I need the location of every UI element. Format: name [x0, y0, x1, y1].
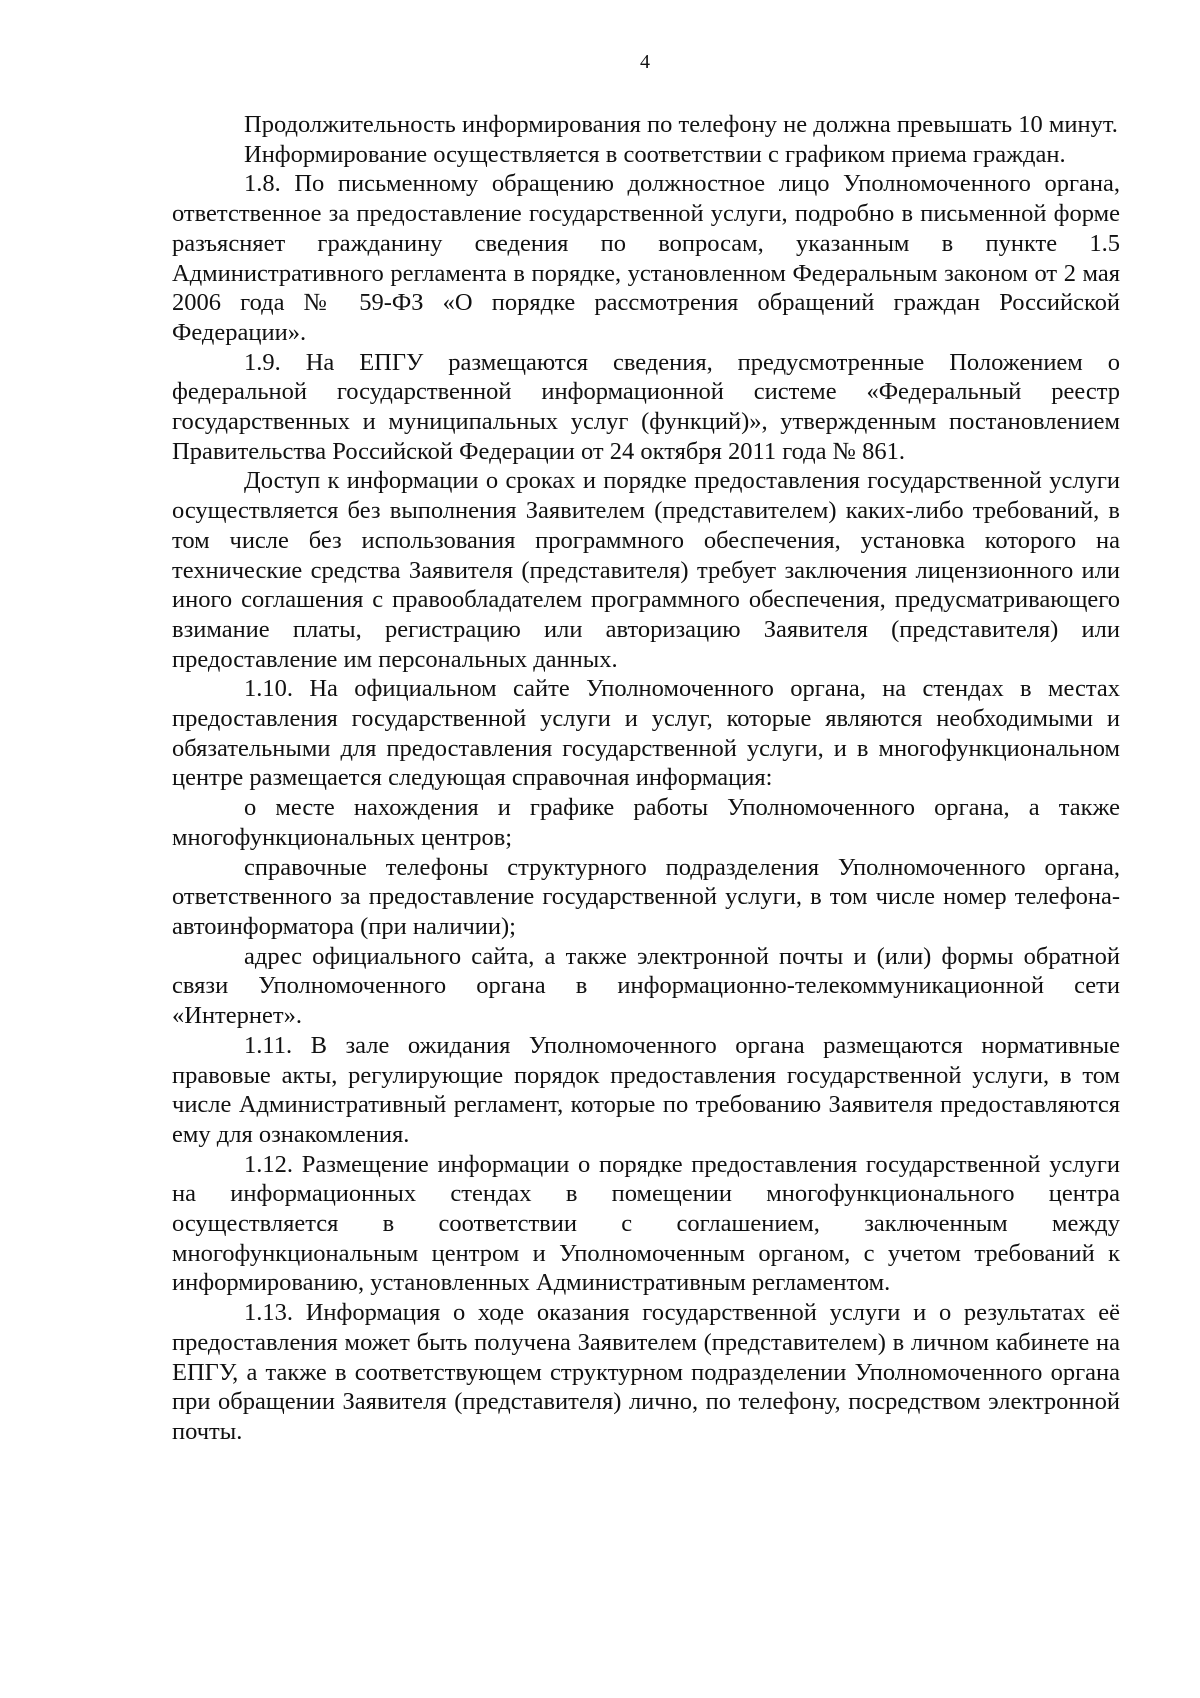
paragraph-website-email: адрес официального сайта, а также электронной почты и (или) формы обратной связи Уполномоченного органа в информационно-телекоммуникационной сети «Интернет».	[172, 942, 1120, 1030]
paragraph-1-8: 1.8. По письменному обращению должностное лицо Уполномоченного органа, ответственное за предоставление государственной услуги, подробно в письменной форме разъясняет гражданину сведения по вопросам, указанным в пункте 1.5 Административного регламента в порядке, установленном Федеральным законом от 2 мая 2006 года № 59-ФЗ «О порядке рассмотрения обращений граждан Российской Федерации».	[172, 170, 1120, 346]
paragraph-1-10: 1.10. На официальном сайте Уполномоченного органа, на стендах в местах предоставления государственной услуги и услуг, которые являются необходимыми и обязательными для предоставления государственной услуги, и в многофункциональном центре размещается следующая справочная информация:	[172, 675, 1120, 792]
paragraph-1-11: 1.11. В зале ожидания Уполномоченного органа размещаются нормативные правовые акты, регулирующие порядок предоставления государственной услуги, в том числе Административный регламент, которые по требованию Заявителя предоставляются ему для ознакомления.	[172, 1031, 1120, 1148]
document-body	[172, 110, 1120, 1447]
paragraph-informing-schedule: Информирование осуществляется в соответствии с графиком приема граждан.	[244, 140, 1066, 168]
paragraph-1-13: 1.13. Информация о ходе оказания государственной услуги и о результатах её предоставления может быть получена Заявителем (представителем) в личном кабинете на ЕПГУ, а также в соответствующем структурном подразделении Уполномоченного органа при обращении Заявителя (представителя) лично, по телефону, посредством электронной почты.	[172, 1299, 1120, 1445]
paragraph-phone-duration: Продолжительность информирования по телефону не должна превышать 10 минут.	[244, 111, 1118, 138]
paragraph-phone-numbers: справочные телефоны структурного подразделения Уполномоченного органа, ответственного за предоставление государственной услуги, в том числе номер телефона-автоинформатора (при наличии);	[172, 853, 1120, 940]
paragraph-1-12: 1.12. Размещение информации о порядке предоставления государственной услуги на информационных стендах в помещении многофункционального центра осуществляется в соответствии с соглашением, заключенным между многофункциональным центром и Уполномоченным органом, с учетом требований к информированию, установленных Административным регламентом.	[172, 1150, 1120, 1297]
paragraph-1-9: 1.9. На ЕПГУ размещаются сведения, предусмотренные Положением о федеральной государственной информационной системе «Федеральный реестр государственных и муниципальных услуг (функций)», утвержденным постановлением Правительства Российской Федерации от 24 октября 2011 года № 861.	[172, 348, 1120, 465]
page-number: 4	[640, 51, 650, 73]
paragraph-access-info: Доступ к информации о сроках и порядке предоставления государственной услуги осуществляется без выполнения Заявителем (представителем) каких-либо требований, в том числе без использования программного обеспечения, установка которого на технические средства Заявителя (представителя) требует заключения лицензионного или иного соглашения с правообладателем программного обеспечения, предусматривающего взимание платы, регистрацию или авторизацию Заявителя (представителя) или предоставление им персональных данных.	[172, 467, 1120, 673]
paragraph-location-schedule: о месте нахождения и графике работы Уполномоченного органа, а также многофункциональных центров;	[172, 794, 1120, 851]
